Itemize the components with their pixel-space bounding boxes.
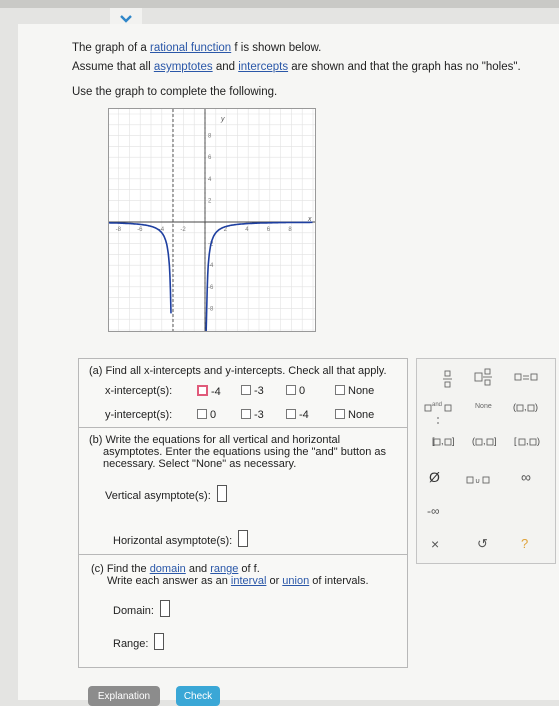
rational-function-link[interactable]: rational function (150, 42, 232, 54)
x-tick-label: 6 (266, 227, 271, 233)
svg-text:): ) (535, 402, 538, 412)
horizontal-asymptote-input[interactable] (238, 530, 248, 547)
chevron-down-icon (119, 14, 133, 24)
y-tick-labels (208, 134, 214, 313)
problem-instruction: Use the graph to complete the following. (72, 86, 278, 98)
x-axis-label: x (308, 216, 312, 223)
help-key[interactable]: ? (521, 536, 529, 551)
vertical-asymptote-row: Vertical asymptote(s): (105, 485, 227, 502)
explanation-button[interactable]: Explanation (88, 686, 160, 706)
y-tick-label: -8 (208, 306, 214, 313)
part-a-title: (a) Find all x-intercepts and y-intercepts. Check all that apply. (89, 365, 387, 377)
y-tick-label: 2 (208, 198, 212, 205)
intercepts-link[interactable]: intercepts (238, 61, 289, 73)
svg-text:∪: ∪ (475, 478, 481, 485)
graph-grid (109, 109, 315, 331)
problem-line-1: The graph of a rational function f is shown below. (72, 42, 322, 54)
domain-input[interactable] (160, 600, 170, 617)
part-a-section (79, 359, 407, 428)
svg-text:]: ] (452, 436, 455, 446)
and-key-label: and (432, 402, 443, 408)
y-checkbox-3[interactable] (286, 409, 296, 419)
y-tick-label: 6 (208, 155, 212, 162)
y-option-3[interactable]: -4 (286, 409, 309, 421)
graph-canvas (109, 109, 315, 331)
check-button[interactable]: Check (176, 686, 220, 706)
infinity-key[interactable]: ∞ (521, 469, 531, 485)
range-input[interactable] (154, 633, 164, 650)
svg-text:(: ( (513, 402, 516, 412)
equals-key[interactable] (515, 374, 537, 380)
svg-text:,: , (441, 436, 444, 446)
x-option-1[interactable]: -4 (197, 385, 221, 398)
part-b-line-2: asymptotes. Enter the equations using the "and" button as (103, 446, 386, 458)
y-checkbox-1[interactable] (197, 409, 207, 419)
domain-row: Domain: (113, 600, 170, 617)
horizontal-asymptote-row: Horizontal asymptote(s): (113, 530, 248, 547)
y-tick-label: -6 (208, 284, 214, 291)
mixed-fraction-key[interactable] (475, 369, 492, 385)
union-link[interactable]: union (282, 575, 310, 587)
x-tick-label: 2 (223, 227, 227, 233)
x-tick-label: 4 (245, 227, 249, 233)
interval-link[interactable]: interval (230, 575, 267, 587)
y-intercept-label: y-intercept(s): (105, 409, 173, 421)
x-tick-labels (116, 227, 293, 233)
undo-key[interactable]: ↺ (477, 536, 488, 551)
x-checkbox-1[interactable] (197, 385, 208, 396)
svg-text:): ) (537, 436, 540, 446)
svg-text:[: [ (514, 436, 517, 446)
x-checkbox-3[interactable] (286, 385, 296, 395)
vertical-asymptote-input[interactable] (217, 485, 227, 502)
y-tick-label: 8 (208, 133, 212, 140)
problem-line-2: Assume that all asymptotes and intercepts are shown and that the graph has no "holes". (72, 61, 521, 73)
x-tick-label: -8 (115, 227, 121, 233)
answer-panel (78, 358, 408, 668)
symbol-palette (416, 358, 556, 564)
y-tick-label: -2 (208, 241, 214, 248)
y-option-none[interactable]: None (335, 409, 374, 421)
top-bar (0, 0, 559, 8)
svg-text:,: , (483, 436, 486, 446)
range-link[interactable]: range (210, 563, 239, 575)
asymptotes-link[interactable]: asymptotes (153, 61, 213, 73)
x-option-3[interactable]: 0 (286, 385, 305, 397)
svg-text:(: ( (472, 436, 475, 446)
y-option-1[interactable]: 0 (197, 409, 216, 421)
y-checkbox-none[interactable] (335, 409, 345, 419)
part-c-title: (c) Find the domain and range of f. (91, 563, 260, 575)
part-b-line-3: necessary. Select "None" as necessary. (103, 458, 297, 470)
svg-text:[: [ (432, 436, 435, 446)
range-row: Range: (113, 633, 164, 650)
clear-key[interactable]: × (431, 536, 440, 552)
y-checkbox-2[interactable] (241, 409, 251, 419)
svg-text:]: ] (494, 436, 497, 446)
function-graph (108, 108, 316, 332)
fraction-key[interactable] (443, 371, 452, 387)
part-b-title: (b) Write the equations for all vertical and horizontal (89, 434, 341, 446)
x-tick-label: -4 (158, 227, 165, 233)
empty-set-key[interactable]: Ø (429, 469, 440, 485)
x-checkbox-none[interactable] (335, 385, 345, 395)
y-axis-label: y (221, 116, 225, 123)
part-c-section (79, 555, 407, 667)
x-option-2[interactable]: -3 (241, 385, 264, 397)
domain-link[interactable]: domain (149, 563, 186, 575)
y-tick-label: 4 (208, 176, 212, 183)
svg-text:,: , (524, 402, 527, 412)
part-b-section (79, 428, 407, 555)
negative-infinity-key[interactable]: -∞ (427, 504, 440, 518)
x-tick-label: -6 (137, 227, 143, 233)
y-option-2[interactable]: -3 (241, 409, 264, 421)
part-c-line-2: Write each answer as an interval or union of intervals. (107, 575, 369, 587)
x-tick-label: -2 (180, 227, 186, 233)
svg-text:,: , (526, 436, 529, 446)
x-intercept-label: x-intercept(s): (105, 385, 173, 397)
none-key[interactable]: None (475, 403, 492, 410)
palette-symbols (417, 359, 555, 563)
y-tick-label: -4 (208, 263, 214, 270)
x-tick-label: 8 (288, 227, 292, 233)
x-option-none[interactable]: None (335, 385, 374, 397)
x-checkbox-2[interactable] (241, 385, 251, 395)
